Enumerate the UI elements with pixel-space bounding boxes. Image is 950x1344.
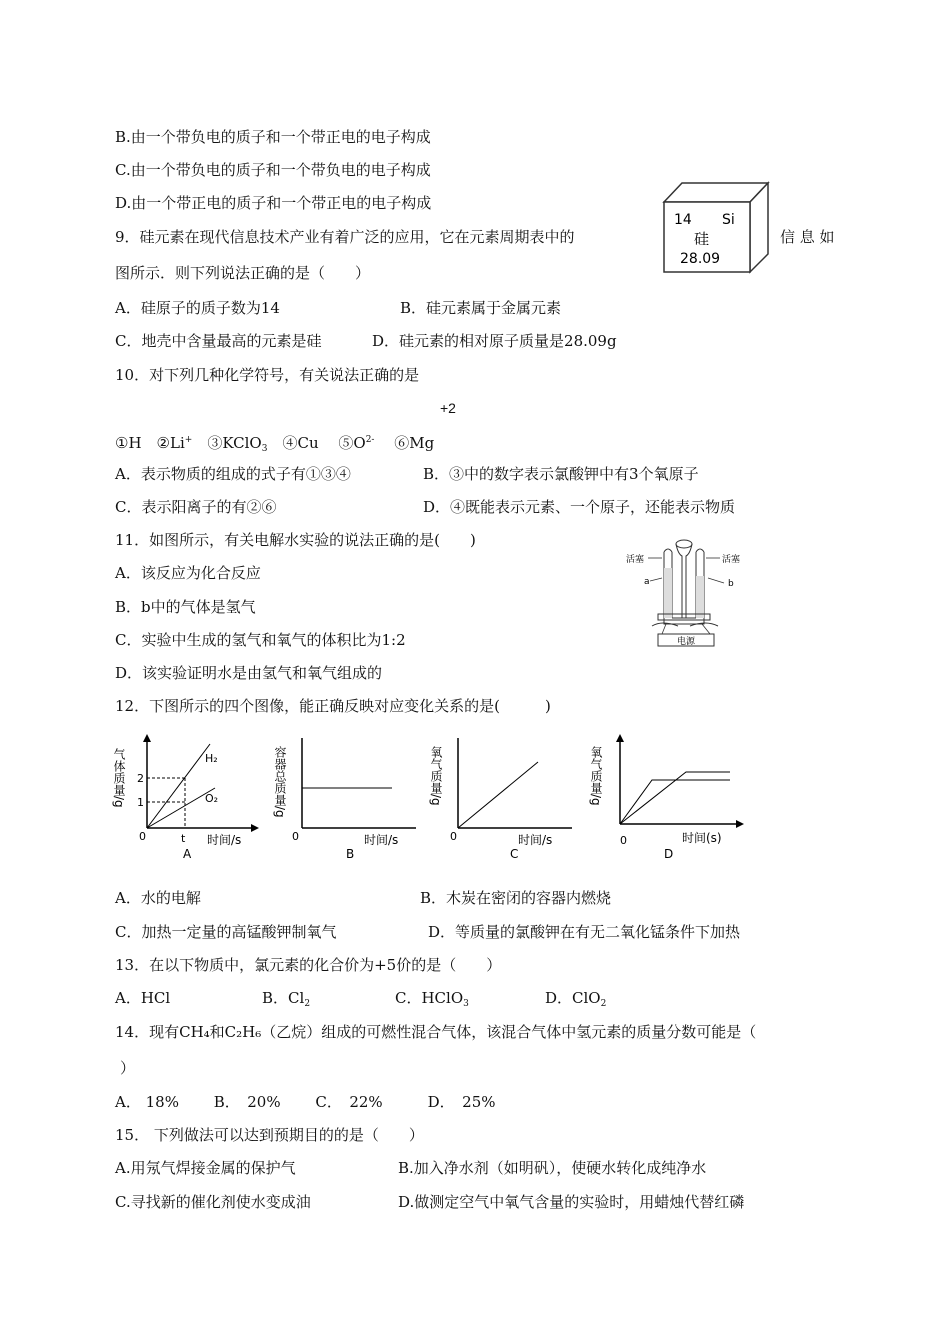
q12-option-b: B．木炭在密闭的容器内燃烧 [420,889,612,907]
graph-a-h2-label: H₂ [205,752,218,765]
symbol-kclo3-sub: 3 [261,444,268,454]
graph-c-origin: 0 [450,830,457,843]
graph-c-caption: C [510,847,519,861]
q10-option-b: B．③中的数字表示氯酸钾中有3个氧原子 [423,465,699,483]
graph-a-caption: A [183,847,192,861]
q9-stem-tail: 信 息 如 [780,228,835,246]
symbol-kclo3: ③KClO [207,434,262,452]
stopcock-left-label: 活塞 [626,555,645,565]
graph-a-origin: 0 [139,830,146,843]
q10-charge-label: +2 [440,400,456,416]
q8-option-c: C.由一个带负电的质子和一个带负电的电子构成 [115,161,431,179]
graph-c-line [458,762,538,828]
q11-option-a: A．该反应为化合反应 [115,564,261,582]
q15-option-b: B.加入净水剂（如明矾），使硬水转化成纯净水 [398,1159,707,1177]
graph-a-t-label: t [181,832,186,845]
q13-option-a: A．HCl [115,989,171,1007]
graph-a-tick-2: 2 [137,772,144,785]
graph-a-h2-line [147,744,210,828]
graph-d-line-1 [620,780,730,824]
q10-option-d: D．④既能表示元素、一个原子，还能表示物质 [423,498,736,516]
graph-b-origin: 0 [292,830,299,843]
q12-option-a: A．水的电解 [115,889,201,907]
q9-option-b: B．硅元素属于金属元素 [400,299,562,317]
graph-b-xlabel: 时间/s [364,833,399,847]
graph-d-caption: D [664,847,674,861]
q9-option-d: D．硅元素的相对原子质量是28.09g [372,332,617,350]
graph-a [112,732,265,862]
q15-option-c: C.寻找新的催化剂使水变成油 [115,1193,311,1211]
q9-stem: 9．硅元素在现代信息技术产业有着广泛的应用，它在元素周期表中的 [115,228,575,246]
q13-option-b: B．$Cl_2$ [262,989,311,1009]
q11-stem: 11．如图所示，有关电解水实验的说法正确的是( ) [115,531,476,549]
symbol-h: ①H [115,434,142,452]
q13-stem: 13．在以下物质中，氯元素的化合价为+5价的是（ ） [115,956,502,974]
element-mass: 28.09 [680,251,721,267]
tube-b-label: b [728,579,734,589]
graph-b-ylabel: 容器总质量/g [273,746,287,818]
graph-c [429,732,582,862]
graph-a-tick-1: 1 [137,796,144,809]
graph-a-xlabel: 时间/s [207,833,242,847]
power-supply-label: 电源 [677,637,696,647]
q10-stem: 10．对下列几种化学符号，有关说法正确的是 [115,366,420,384]
graph-b-caption: B [346,847,355,861]
symbol-o-charge: 2- [365,435,375,445]
tube-a-label: a [644,577,650,587]
q12-stem: 12．下图所示的四个图像，能正确反映对应变化关系的是( ) [115,697,551,715]
symbol-o: ⑤O [338,434,366,452]
graph-d-xlabel: 时间(s) [682,831,722,845]
graph-d-origin: 0 [620,834,627,847]
q9-stem-line2: 图所示．则下列说法正确的是（ ） [115,264,371,282]
q15-stem: 15． 下列做法可以达到预期目的的是（ ） [115,1126,424,1144]
q11-option-d: D．该实验证明水是由氢气和氧气组成的 [115,664,383,682]
q10-option-a: A．表示物质的组成的式子有①③④ [115,465,351,483]
q14-stem: 14．现有CH₄和C₂H₆（乙烷）组成的可燃性混合气体，该混合气体中氢元素的质量分数可能是（ [115,1023,757,1041]
electrolysis-apparatus [622,538,760,650]
graph-a-o2-label: O₂ [205,792,219,805]
symbol-cu: ④Cu [282,434,319,452]
element-number: 14 [674,212,692,228]
q15-option-a: A.用氖气焊接金属的保护气 [115,1159,296,1177]
graph-c-ylabel: 氧气质量/g [429,746,443,806]
symbol-li-charge: + [184,435,193,445]
q9-option-a: A．硅原子的质子数为14 [115,299,280,317]
q8-option-b: B.由一个带负电的质子和一个带正电的电子构成 [115,128,431,146]
graph-d [589,732,752,862]
q14-options: A． 18% B． 20% C． 22% D． 25% [115,1093,496,1111]
q12-option-d: D．等质量的氯酸钾在有无二氧化锰条件下加热 [428,923,741,941]
symbol-li: ②Li [156,434,185,452]
q11-option-c: C．实验中生成的氢气和氧气的体积比为1:2 [115,631,406,649]
q11-option-b: B．b中的气体是氢气 [115,598,256,616]
q8-option-d: D.由一个带正电的质子和一个带正电的电子构成 [115,194,432,212]
element-symbol: Si [722,212,735,228]
q15-option-d: D.做测定空气中氧气含量的实验时，用蜡烛代替红磷 [398,1193,745,1211]
q13-option-d: D．ClO$_2$ [545,989,607,1009]
graph-c-xlabel: 时间/s [518,833,553,847]
q14-stem-line2: ） [120,1059,136,1077]
q9-option-c: C．地壳中含量最高的元素是硅 [115,332,322,350]
q12-option-c: C．加热一定量的高锰酸钾制氧气 [115,923,337,941]
symbol-mg: ⑥Mg [394,434,435,452]
stopcock-right-label: 活塞 [722,555,741,565]
graph-d-ylabel: 氧气质量/g [589,746,603,806]
graph-a-ylabel: 气体质量/g [112,748,126,808]
element-cell-silicon [662,180,770,274]
q13-option-c: C．HClO$_3$ [395,989,469,1009]
q10-symbol-list [115,430,434,459]
q10-option-c: C．表示阳离子的有②⑥ [115,498,277,516]
element-name: 硅 [694,230,710,248]
graph-b [273,732,426,862]
